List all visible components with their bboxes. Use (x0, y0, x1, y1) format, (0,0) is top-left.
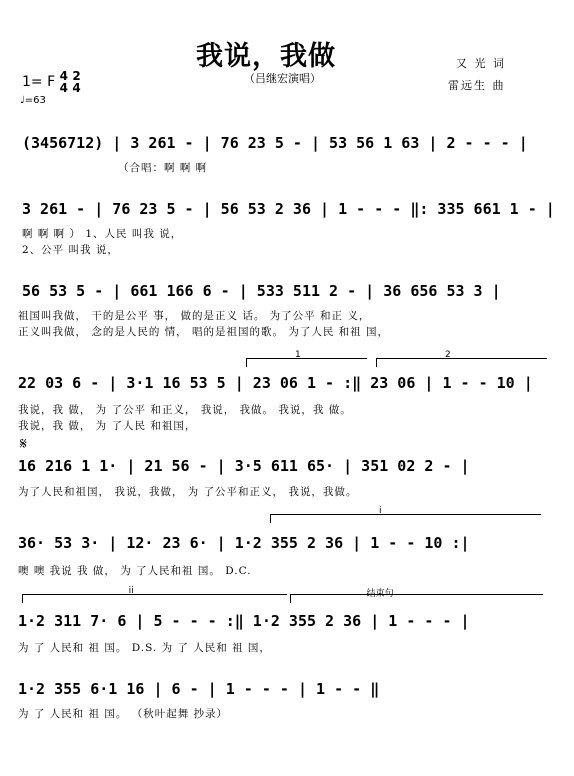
lyric-row-3a: 祖国叫我做， 干的是公平 事， 做的是正义 话。 为了公平 和正 义， (18, 310, 371, 322)
quarter-note-icon: ♩ (20, 95, 25, 106)
score-row-8: 1·2 355 6·1 16 | 6 - | 1 - - - | 1 - - ‖ (18, 680, 380, 698)
i-ending-bracket (270, 506, 541, 523)
first-ending-bracket (246, 350, 367, 367)
song-title: 我说，我做 (196, 41, 336, 72)
first-ending-label: 1 (295, 350, 301, 360)
score-row-2: 3 261 - | 76 23 5 - | 56 53 2 36 | 1 - - - ‖: 335 661 1 - | (22, 200, 555, 218)
performer-subtitle: （吕继宏演唱） (244, 72, 321, 85)
composer-credit: 雷远生 曲 (448, 79, 506, 92)
lyric-row-1: （合唱：啊 啊 啊 (118, 162, 208, 174)
lyric-row-8: 为 了 人民和 祖 国。 （秋叶起舞 抄录） (18, 708, 229, 720)
second-ending-label: 2 (445, 350, 451, 360)
key-label: 1= F (22, 74, 56, 90)
finale-bracket (290, 589, 543, 603)
time-signature-a: 4 4 (59, 69, 68, 95)
finale-label: 结束句 (366, 589, 394, 599)
key-signature (22, 70, 81, 94)
score-row-6: 36· 53 3· | 12· 23 6· | 1·2 355 2 36 | 1 - - 10 :| (18, 534, 470, 552)
ii-ending-bracket (22, 586, 287, 603)
lyric-row-2a: 啊 啊 啊 ） 1、人民 叫我 说， (22, 228, 183, 240)
lyric-row-4b: 我说，我 做， 为 了人民 和祖国， (18, 420, 197, 432)
second-ending-bracket (376, 350, 547, 367)
i-ending-label: i (379, 506, 382, 516)
lyric-row-2b: 2、公平 叫我 说， (22, 244, 119, 256)
score-row-1: (3456712) | 3 261 - | 76 23 5 - | 53 56 1 63 | 2 - - - | (22, 134, 528, 152)
time-signature-b: 2 4 (72, 69, 81, 95)
score-row-7: 1·2 311 7· 6 | 5 - - - :‖ 1·2 355 2 36 | 1 - - - | (18, 612, 470, 630)
score-row-4: 22 03 6 - | 3·1 16 53 5 | 23 06 1 - :‖ 23 06 | 1 - - 10 | (18, 374, 533, 392)
lyric-row-4a: 我说，我 做， 为 了公平 和正义， 我说， 我做。 我说，我 做。 (18, 404, 352, 416)
lyric-row-6: 噢 噢 我说 我 做， 为 了人民和祖 国。 D.C. (18, 565, 252, 577)
lyric-row-5: 为了人民和祖国， 我说，我做， 为 了公平和正义， 我说，我做。 (18, 486, 358, 498)
lyric-row-3b: 正义叫我做， 念的是人民的 情， 唱的是祖国的歌。 为了人民 和祖 国， (18, 326, 390, 338)
lyric-row-7: 为 了 人民和 祖 国。 D.S. 为 了 人民和 祖 国， (18, 642, 271, 654)
tempo-marking: ♩=63 (20, 95, 46, 106)
ii-ending-label: ii (128, 586, 134, 596)
score-row-3: 56 53 5 - | 661 166 6 - | 533 511 2 - | 36 656 53 3 | (22, 282, 501, 300)
score-row-5: 16 216 1 1· | 21 56 - | 3·5 611 65· | 351 02 2 - | (18, 457, 470, 475)
segno-icon: 𝄋 (20, 434, 27, 453)
lyricist-credit: 又 光 词 (456, 57, 506, 70)
